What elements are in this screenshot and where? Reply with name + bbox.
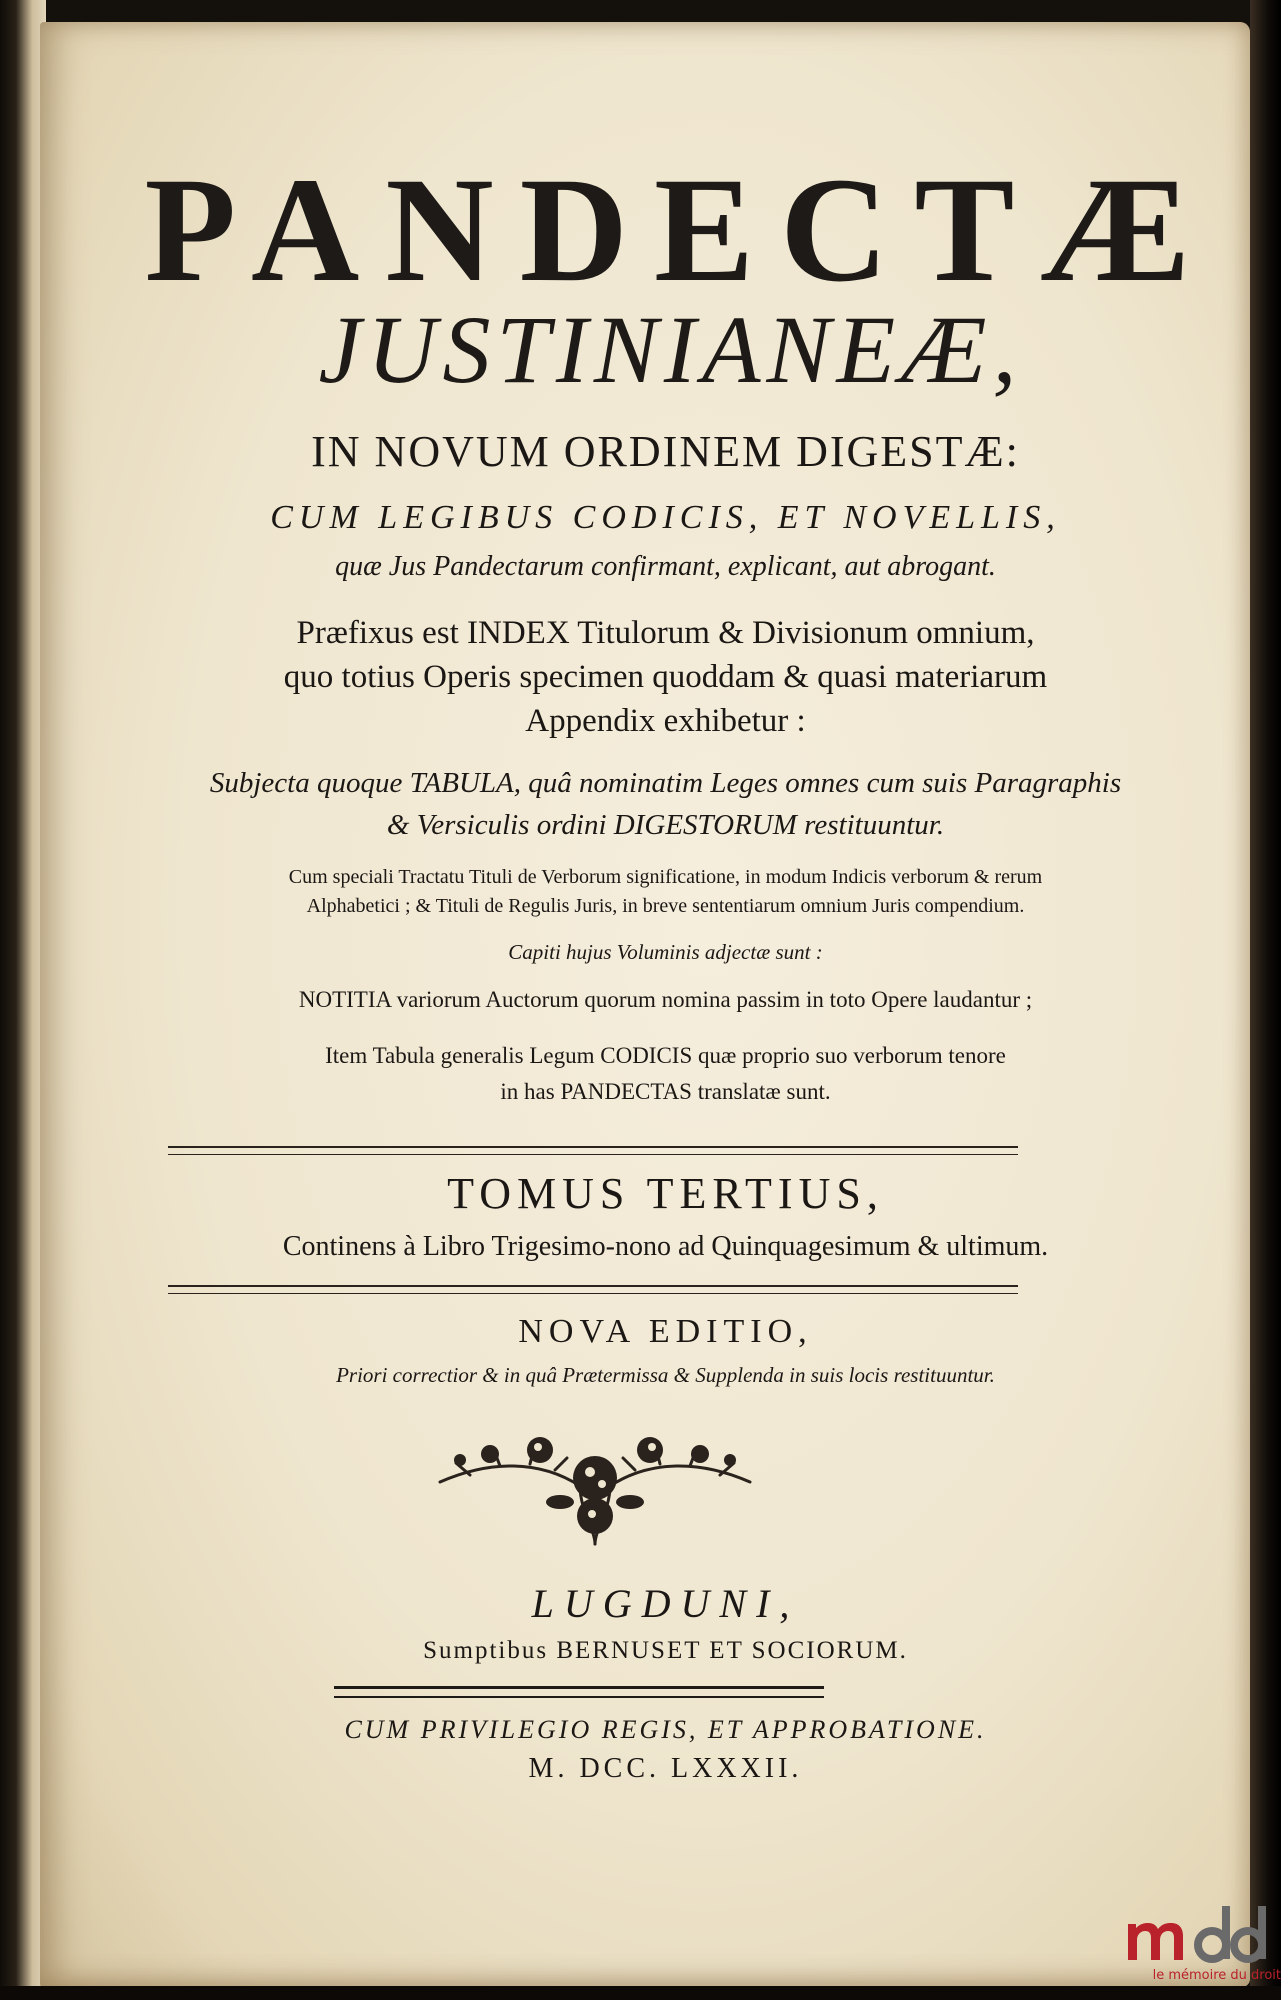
imprint-publisher: Sumptibus BERNUSET ET SOCIORUM. — [423, 1637, 908, 1664]
cum-legibus-line: CUM LEGIBUS CODICIS, ET NOVELLIS, — [270, 499, 1061, 536]
subtitle: JUSTINIANEÆ, — [318, 296, 1023, 403]
item-line: Item Tabula generalis Legum CODICIS quæ proprio suo verborum tenore — [325, 1043, 1006, 1068]
watermark-tagline: le mémoire du droit — [1152, 1968, 1281, 1983]
imprint-place: LUGDUNI, — [531, 1581, 800, 1626]
subjecta-line: Subjecta quoque TABULA, quâ nominatim Leges omnes cum suis Paragraphis — [209, 767, 1122, 799]
mdd-logo-icon — [1122, 1900, 1274, 1966]
divider-rule — [168, 1285, 1018, 1294]
item-line: in has PANDECTAS translatæ sunt. — [500, 1079, 831, 1104]
watermark-logo — [1122, 1900, 1281, 1990]
speciali-line: Cum speciali Tractatu Tituli de Verborum significatione, in modum Indicis verborum & rerum — [288, 866, 1043, 888]
capiti-line: Capiti hujus Voluminis adjectæ sunt : — [508, 940, 823, 964]
divider-rule — [168, 1146, 1018, 1155]
floral-ornament-icon — [430, 1420, 760, 1550]
praefixus-line: quo totius Operis specimen quoddam & quasi materiarum — [283, 659, 1048, 695]
notitia-line: NOTITIA variorum Auctorum quorum nomina passim in toto Opere laudantur ; — [298, 987, 1033, 1012]
praefixus-line: Præfixus est INDEX Titulorum & Divisionum omnium, — [296, 615, 1035, 651]
volume-contents: Continens à Libro Trigesimo-nono ad Quinquagesimum & ultimum. — [282, 1231, 1049, 1262]
volume-heading: TOMUS TERTIUS, — [447, 1169, 884, 1218]
page-edge-bottom — [0, 1986, 1281, 2000]
privilege-line: CUM PRIVILEGIO REGIS, ET APPROBATIONE. — [344, 1715, 987, 1744]
subjecta-line: & Versiculis ordini DIGESTORUM restituuntur. — [386, 809, 945, 841]
edition-note: Priori correctior & in quâ Prætermissa & Supplenda in suis locis restituuntur. — [336, 1363, 995, 1387]
divider-rule — [334, 1686, 824, 1698]
edition-heading: NOVA EDITIO, — [518, 1313, 813, 1350]
quae-line: quæ Jus Pandectarum confirmant, explicant, aut abrogant. — [335, 551, 996, 582]
speciali-line: Alphabetici ; & Tituli de Regulis Juris, in breve sententiarum omnium Juris compendium. — [306, 895, 1025, 917]
praefixus-line: Appendix exhibetur : — [525, 703, 806, 739]
ordinem-line: IN NOVUM ORDINEM DIGESTÆ: — [311, 427, 1020, 476]
main-title: PANDECTÆ — [144, 147, 1217, 313]
imprint-year: M. DCC. LXXXII. — [528, 1753, 803, 1784]
